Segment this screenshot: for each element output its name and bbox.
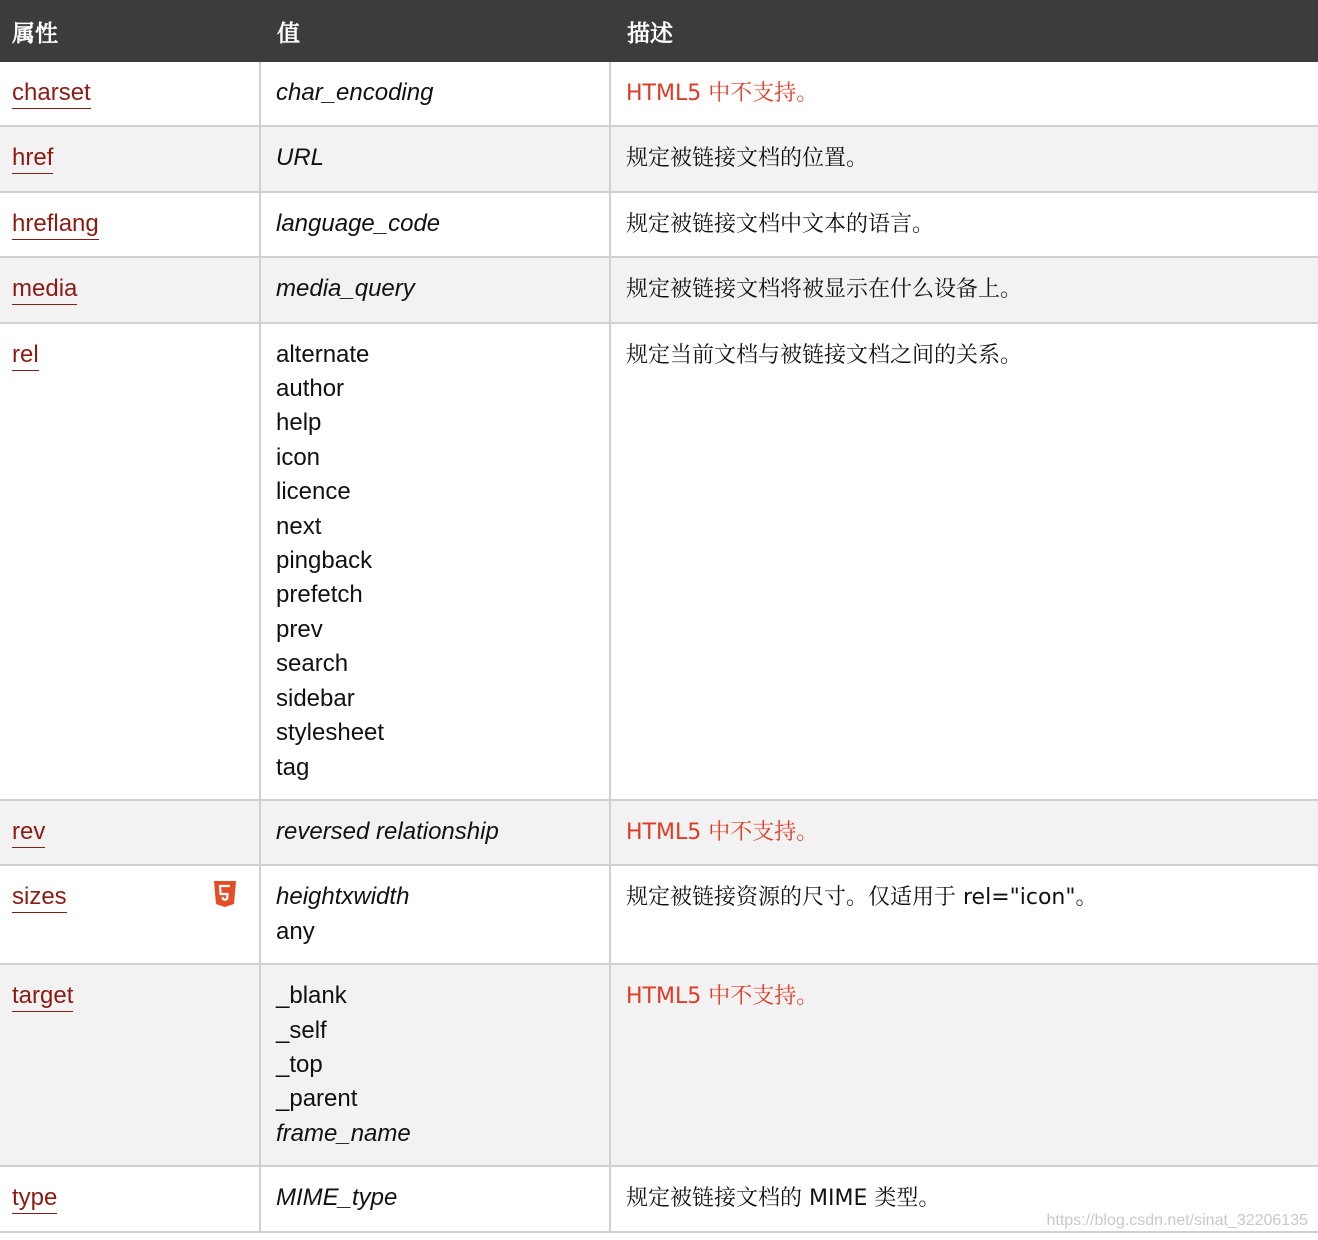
value-text: URL [276,144,325,172]
value-text: any [276,917,315,945]
attribute-cell [0,62,260,126]
value-text: _blank [276,982,347,1010]
value-cell [260,865,610,964]
value-cell [260,1166,610,1231]
value-text: language_code [276,209,441,237]
unsupported-note: HTML5 中不支持。 [626,984,819,1010]
description-cell [610,192,1318,257]
attribute-cell [0,964,260,1166]
value-cell [260,257,610,322]
attribute-link-rel[interactable]: rel [12,341,39,371]
attribute-link-href[interactable]: href [12,144,53,174]
description-cell [610,257,1318,322]
value-text: reversed relationship [276,817,499,845]
description-cell [610,126,1318,191]
table-header [0,0,1318,62]
description-text: 规定被链接文档将被显示在什么设备上。 [626,277,1023,303]
value-text: _top [276,1050,323,1078]
table-row [0,800,1318,865]
value-text: _self [276,1016,327,1044]
value-cell [260,323,610,800]
table-body [0,62,1318,1232]
value-text: sidebar [276,684,355,712]
value-cell [260,192,610,257]
description-cell [610,323,1318,800]
header-description: 描述 [627,20,673,47]
value-text: alternate [276,340,370,368]
description-text: 规定被链接文档的 MIME 类型。 [626,1186,941,1212]
description-cell [610,964,1318,1166]
description-cell [610,865,1318,964]
value-text: frame_name [276,1119,411,1147]
value-text: media_query [276,275,415,303]
value-cell [260,62,610,126]
attribute-cell [0,257,260,322]
description-text: 规定被链接文档中文本的语言。 [626,211,935,237]
attribute-cell [0,323,260,800]
table-row [0,62,1318,126]
header-value: 值 [277,20,300,47]
table-row [0,964,1318,1166]
attribute-link-target[interactable]: target [12,982,73,1012]
attribute-link-type[interactable]: type [12,1184,57,1214]
value-cell [260,800,610,865]
html5-icon [213,880,237,908]
header-row [0,0,1318,62]
value-text: icon [276,443,321,471]
value-text: char_encoding [276,79,434,106]
header-attribute: 属性 [12,20,58,47]
attribute-link-sizes[interactable]: sizes [12,883,67,913]
description-cell [610,62,1318,126]
table-row [0,323,1318,800]
attribute-cell [0,126,260,191]
value-cell [260,964,610,1166]
table-row [0,865,1318,964]
value-text: stylesheet [276,719,385,747]
value-cell [260,126,610,191]
table-row [0,126,1318,191]
value-text: next [276,512,322,540]
value-text: prev [276,615,323,643]
value-text: _parent [276,1085,358,1113]
value-text: author [276,375,345,403]
attribute-cell [0,865,260,964]
value-text: licence [276,478,351,506]
attribute-link-rev[interactable]: rev [12,818,45,848]
value-text: prefetch [276,581,363,609]
value-text: MIME_type [276,1184,398,1212]
attribute-cell [0,800,260,865]
description-text: 规定被链接文档的位置。 [626,146,869,172]
watermark: https://blog.csdn.net/sinat_32206135 [1046,1212,1308,1229]
description-text: 规定被链接资源的尺寸。仅适用于 rel="icon"。 [626,885,1098,911]
description-text: 规定当前文档与被链接文档之间的关系。 [626,342,1023,368]
unsupported-note: HTML5 中不支持。 [626,819,819,845]
table-row [0,192,1318,257]
attribute-link-charset[interactable]: charset [12,79,91,109]
attribute-cell [0,192,260,257]
attribute-link-media[interactable]: media [12,275,77,305]
value-text: help [276,409,322,437]
unsupported-note: HTML5 中不支持。 [626,81,819,106]
attribute-cell [0,1166,260,1231]
description-cell [610,800,1318,865]
value-text: pingback [276,547,373,575]
attribute-link-hreflang[interactable]: hreflang [12,210,99,240]
value-text: heightxwidth [276,883,410,911]
value-text: search [276,650,349,678]
value-text: tag [276,753,310,781]
table-row [0,257,1318,322]
